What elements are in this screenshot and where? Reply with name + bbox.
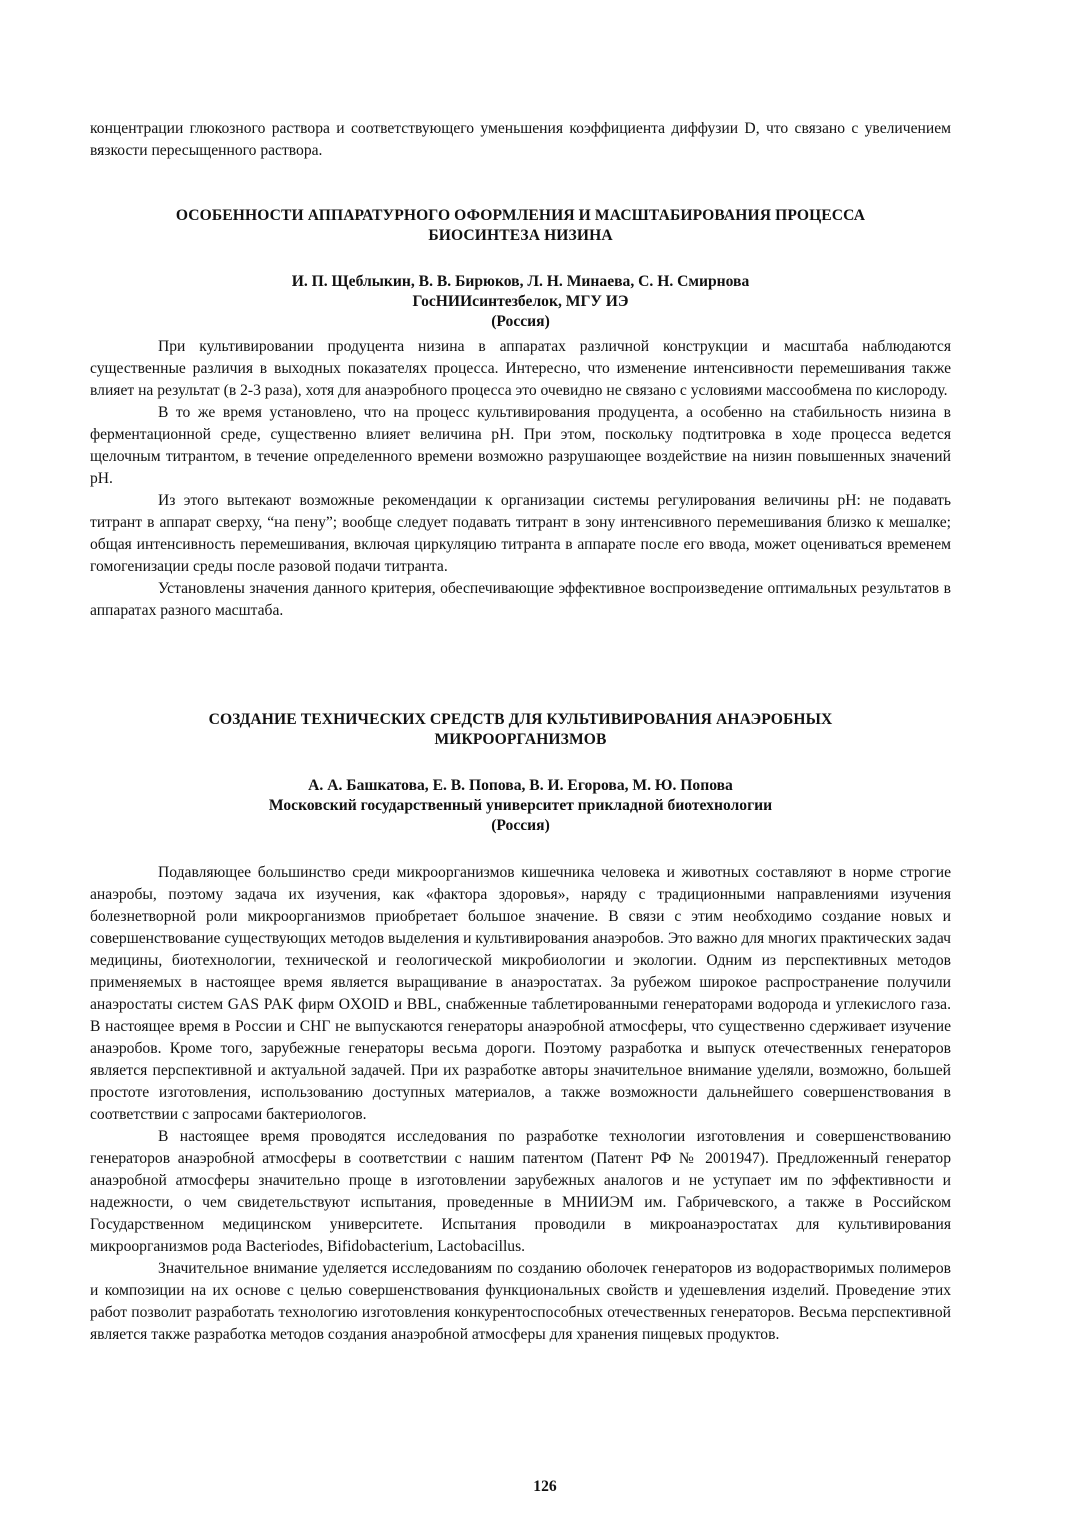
article-2-authors: А. А. Башкатова, Е. В. Попова, В. И. Егорова, М. Ю. Попова <box>308 777 733 794</box>
article-2-byline <box>90 776 951 836</box>
article-2-paragraph: Подавляющее большинство среди микроорганизмов кишечника человека и животных составляют в норме строгие анаэробы, поэтому задача их изучения, как «фактора здоровья», наряду с традиционными направлениями изучения болезнетворной роли микроорганизмов приобретает большое значение. В связи с этим необходимо создание новых и совершенствование существующих методов выделения и культивирования анаэробов. Это важно для многих практических задач медицины, биотехнологии, технической и геологической микробиологии и экологии. Одним из перспективных методов применяемых в настоящее время является выращивание в анаэростатах. За рубежом широкое распространение получили анаэростаты систем GAS PAK фирм OXOID и BBL, снабженные таблетированными генераторами водорода и углекислого газа. В настоящее время в России и СНГ не выпускаются генераторы анаэробной атмосферы, что существенно сдерживает изучение анаэробов. Кроме того, зарубежные генераторы весьма дороги. Поэтому разработка и выпуск отечественных генераторов является перспективной и актуальной задачей. При их разработке авторы значительное внимание уделяли, возможно, большей простоте изготовления, использованию доступных материалов, а также возможности дальнейшего совершенствования в соответствии с запросами бактериологов. <box>90 864 951 1123</box>
article-2-affiliation: Московский государственный университет прикладной биотехнологии <box>268 797 773 814</box>
intro-continuation-block <box>90 118 951 162</box>
article-1-paragraph: В то же время установлено, что на процесс культивирования продуцента, а особенно на стабильность низина в ферментационной среде, существенно влияет величина pH. При этом, поскольку подтитровка в ходе процесса ведется щелочным титрантом, в течение определенного времени возможно разрушающее воздействие на низин повышенных значений pH. <box>90 404 951 487</box>
article-1-title-line-1: ОСОБЕННОСТИ АППАРАТУРНОГО ОФОРМЛЕНИЯ И МАСШТАБИРОВАНИЯ ПРОЦЕССА <box>175 207 866 224</box>
article-1-title-line-2: БИОСИНТЕЗА НИЗИНА <box>428 227 613 244</box>
intro-paragraph: концентрации глюкозного раствора и соответствующего уменьшения коэффициента диффузии D, что связано с увеличением вязкости пересыщенного раствора. <box>90 120 951 159</box>
article-2-paragraph: Значительное внимание уделяется исследованиям по созданию оболочек генераторов из водорастворимых полимеров и композиции на их основе с целью совершенствования функциональных свойств и удешевления изделий. Проведение этих работ позволит разработать технологию изготовления конкурентоспособных отечественных генераторов. Весьма перспективной является также разработка методов создания анаэробной атмосферы для хранения пищевых продуктов. <box>90 1260 951 1343</box>
article-1-header <box>90 206 951 246</box>
page-number: 126 <box>533 1478 557 1495</box>
article-1-authors: И. П. Щеблыкин, В. В. Бирюков, Л. Н. Минаева, С. Н. Смирнова <box>291 273 750 290</box>
article-1-paragraph: Из этого вытекают возможные рекомендации к организации системы регулирования величины pH: не подавать титрант в аппарат сверху, “на пену”; вообще следует подавать титрант в зону интенсивного перемешивания близко к мешалке; общая интенсивность перемешивания, включая циркуляцию титранта в аппарате после его ввода, может оцениваться временем гомогенизации среды после разовой подачи титранта. <box>90 492 951 575</box>
article-1-affiliation: ГосНИИсинтезбелок, МГУ ИЭ <box>412 293 629 310</box>
article-2-body <box>90 862 951 1346</box>
article-2-country: (Россия) <box>491 817 550 834</box>
article-1-byline <box>90 272 951 332</box>
article-2-paragraph: В настоящее время проводятся исследования по разработке технологии изготовления и совершенствованию генераторов анаэробной атмосферы в соответствии с нашим патентом (Патент РФ № 2001947). Предложенный генератор анаэробной атмосферы значительно проще в изготовлении зарубежных аналогов и не уступает им по эффективности и надежности, о чем свидетельствуют испытания, проведенные в МНИИЭМ им. Габричевского, а также в Российском Государственном медицинском университете. Испытания проводили в микроанаэростатах для культивирования микроорганизмов рода Bacteriodes, Bifidobacterium, Lactobacillus. <box>90 1128 951 1255</box>
article-1-body <box>90 336 951 622</box>
article-1-paragraph: При культивировании продуцента низина в аппаратах различной конструкции и масштаба наблюдаются существенные различия в выходных показателях процесса. Интересно, что изменение интенсивности перемешивания также влияет на результат (в 2-3 раза), хотя для анаэробного процесса это очевидно не связано с условиями массообмена по кислороду. <box>90 338 951 399</box>
article-2-header <box>90 710 951 750</box>
article-1-country: (Россия) <box>491 313 550 330</box>
article-1-paragraph: Установлены значения данного критерия, обеспечивающие эффективное воспроизведение оптимальных результатов в аппаратах разного масштаба. <box>90 580 951 619</box>
article-2-title-line-1: СОЗДАНИЕ ТЕХНИЧЕСКИХ СРЕДСТВ ДЛЯ КУЛЬТИВИРОВАНИЯ АНАЭРОБНЫХ <box>208 711 833 728</box>
article-2-title-line-2: МИКРООРГАНИЗМОВ <box>434 731 607 748</box>
